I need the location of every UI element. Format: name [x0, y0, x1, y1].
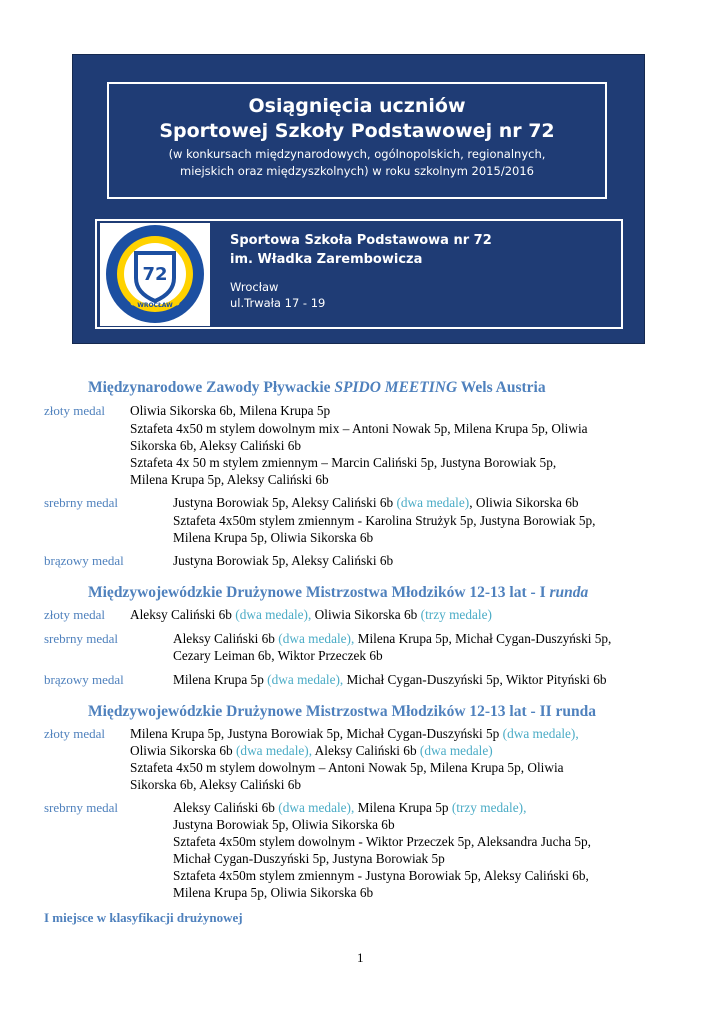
document-title: Osiągnięcia uczniów [248, 95, 466, 117]
school-box [95, 219, 623, 329]
school-info [230, 221, 492, 311]
list-item: Aleksy Caliński 6b (dwa medale), Oliwia Sikorska 6b (trzy medale) [130, 607, 492, 622]
list-item: Sztafeta 4x50m stylem zmiennym - Justyna Borowiak 5p, Aleksy Caliński 6b, [173, 868, 589, 883]
gold-medal-label: złoty medal [44, 726, 106, 741]
list-item: Michał Cygan-Duszyński 5p, Justyna Borowiak 5p [173, 851, 445, 866]
list-item: Milena Krupa 5p, Aleksy Caliński 6b [130, 472, 329, 487]
silver-medal-label: srebrny medal [44, 631, 119, 646]
list-item: Milena Krupa 5p, Oliwia Sikorska 6b [173, 530, 374, 545]
list-item: Sztafeta 4x50m stylem dowolnym - Wiktor Przeczek 5p, Aleksandra Jucha 5p, [173, 834, 591, 849]
list-item: Sztafeta 4x 50 m stylem zmiennym – Marcin Caliński 5p, Justyna Borowiak 5p, [130, 455, 557, 470]
list-item: Sztafeta 4x50 m stylem dowolnym mix – Antoni Nowak 5p, Milena Krupa 5p, Oliwia [130, 421, 588, 436]
school-name: Sportowa Szkoła Podstawowa nr 72 [230, 233, 492, 248]
list-item: Oliwia Sikorska 6b (dwa medale), Aleksy Caliński 6b (dwa medale) [130, 743, 493, 758]
team-classification: I miejsce w klasyfikacji drużynowej [44, 910, 243, 925]
logo-number: 72 [142, 264, 168, 285]
section-heading: Międzywojewódzkie Drużynowe Mistrzostwa Młodzików 12-13 lat - II runda [88, 703, 596, 720]
list-item: Milena Krupa 5p (dwa medale), Michał Cygan-Duszyński 5p, Wiktor Pityński 6b [173, 672, 607, 687]
page-number: 1 [357, 950, 364, 965]
list-item: Justyna Borowiak 5p, Oliwia Sikorska 6b [173, 817, 395, 832]
document-subtitle: (w konkursach międzynarodowych, ogólnopolskich, regionalnych, [168, 147, 546, 161]
school-logo [100, 223, 210, 326]
list-item: Milena Krupa 5p, Oliwia Sikorska 6b [173, 885, 374, 900]
section-heading: Międzywojewódzkie Drużynowe Mistrzostwa Młodzików 12-13 lat - I runda [88, 584, 589, 601]
school-patron: im. Władka Zarembowicza [230, 252, 423, 267]
school-emblem-icon [100, 223, 210, 326]
list-item: Sikorska 6b, Aleksy Caliński 6b [130, 777, 302, 792]
list-item: Aleksy Caliński 6b (dwa medale), Milena Krupa 5p, Michał Cygan-Duszyński 5p, [173, 631, 612, 646]
list-item: Sikorska 6b, Aleksy Caliński 6b [130, 438, 302, 453]
silver-medal-label: srebrny medal [44, 495, 119, 510]
document-subtitle-line2: miejskich oraz międzyszkolnych) w roku szkolnym 2015/2016 [180, 164, 534, 178]
list-item: Aleksy Caliński 6b (dwa medale), Milena Krupa 5p (trzy medale), [173, 800, 527, 815]
list-item: Milena Krupa 5p, Justyna Borowiak 5p, Michał Cygan-Duszyński 5p (dwa medale), [130, 726, 579, 741]
gold-medal-label: złoty medal [44, 403, 106, 418]
section-heading: Międzynarodowe Zawody Pływackie SPIDO MEETING Wels Austria [88, 379, 546, 396]
list-item: Sztafeta 4x50m stylem zmiennym - Karolina Strużyk 5p, Justyna Borowiak 5p, [173, 513, 596, 528]
document-title-line2: Sportowej Szkoły Podstawowej nr 72 [159, 120, 555, 142]
list-item: Sztafeta 4x50 m stylem dowolnym – Antoni Nowak 5p, Milena Krupa 5p, Oliwia [130, 760, 564, 775]
list-item: Oliwia Sikorska 6b, Milena Krupa 5p [130, 403, 331, 418]
list-item: Justyna Borowiak 5p, Aleksy Caliński 6b (dwa medale), Oliwia Sikorska 6b [173, 495, 579, 510]
title-box [107, 82, 607, 199]
gold-medal-label: złoty medal [44, 607, 106, 622]
bronze-medal-label: brązowy medal [44, 553, 124, 568]
list-item: Justyna Borowiak 5p, Aleksy Caliński 6b [173, 553, 394, 568]
school-street: ul.Trwała 17 - 19 [230, 296, 326, 310]
header-banner [72, 54, 645, 344]
logo-city: WROCŁAW [137, 302, 173, 309]
list-item: Cezary Leiman 6b, Wiktor Przeczek 6b [173, 648, 383, 663]
school-city: Wrocław [230, 280, 279, 294]
bronze-medal-label: brązowy medal [44, 672, 124, 687]
silver-medal-label: srebrny medal [44, 800, 119, 815]
